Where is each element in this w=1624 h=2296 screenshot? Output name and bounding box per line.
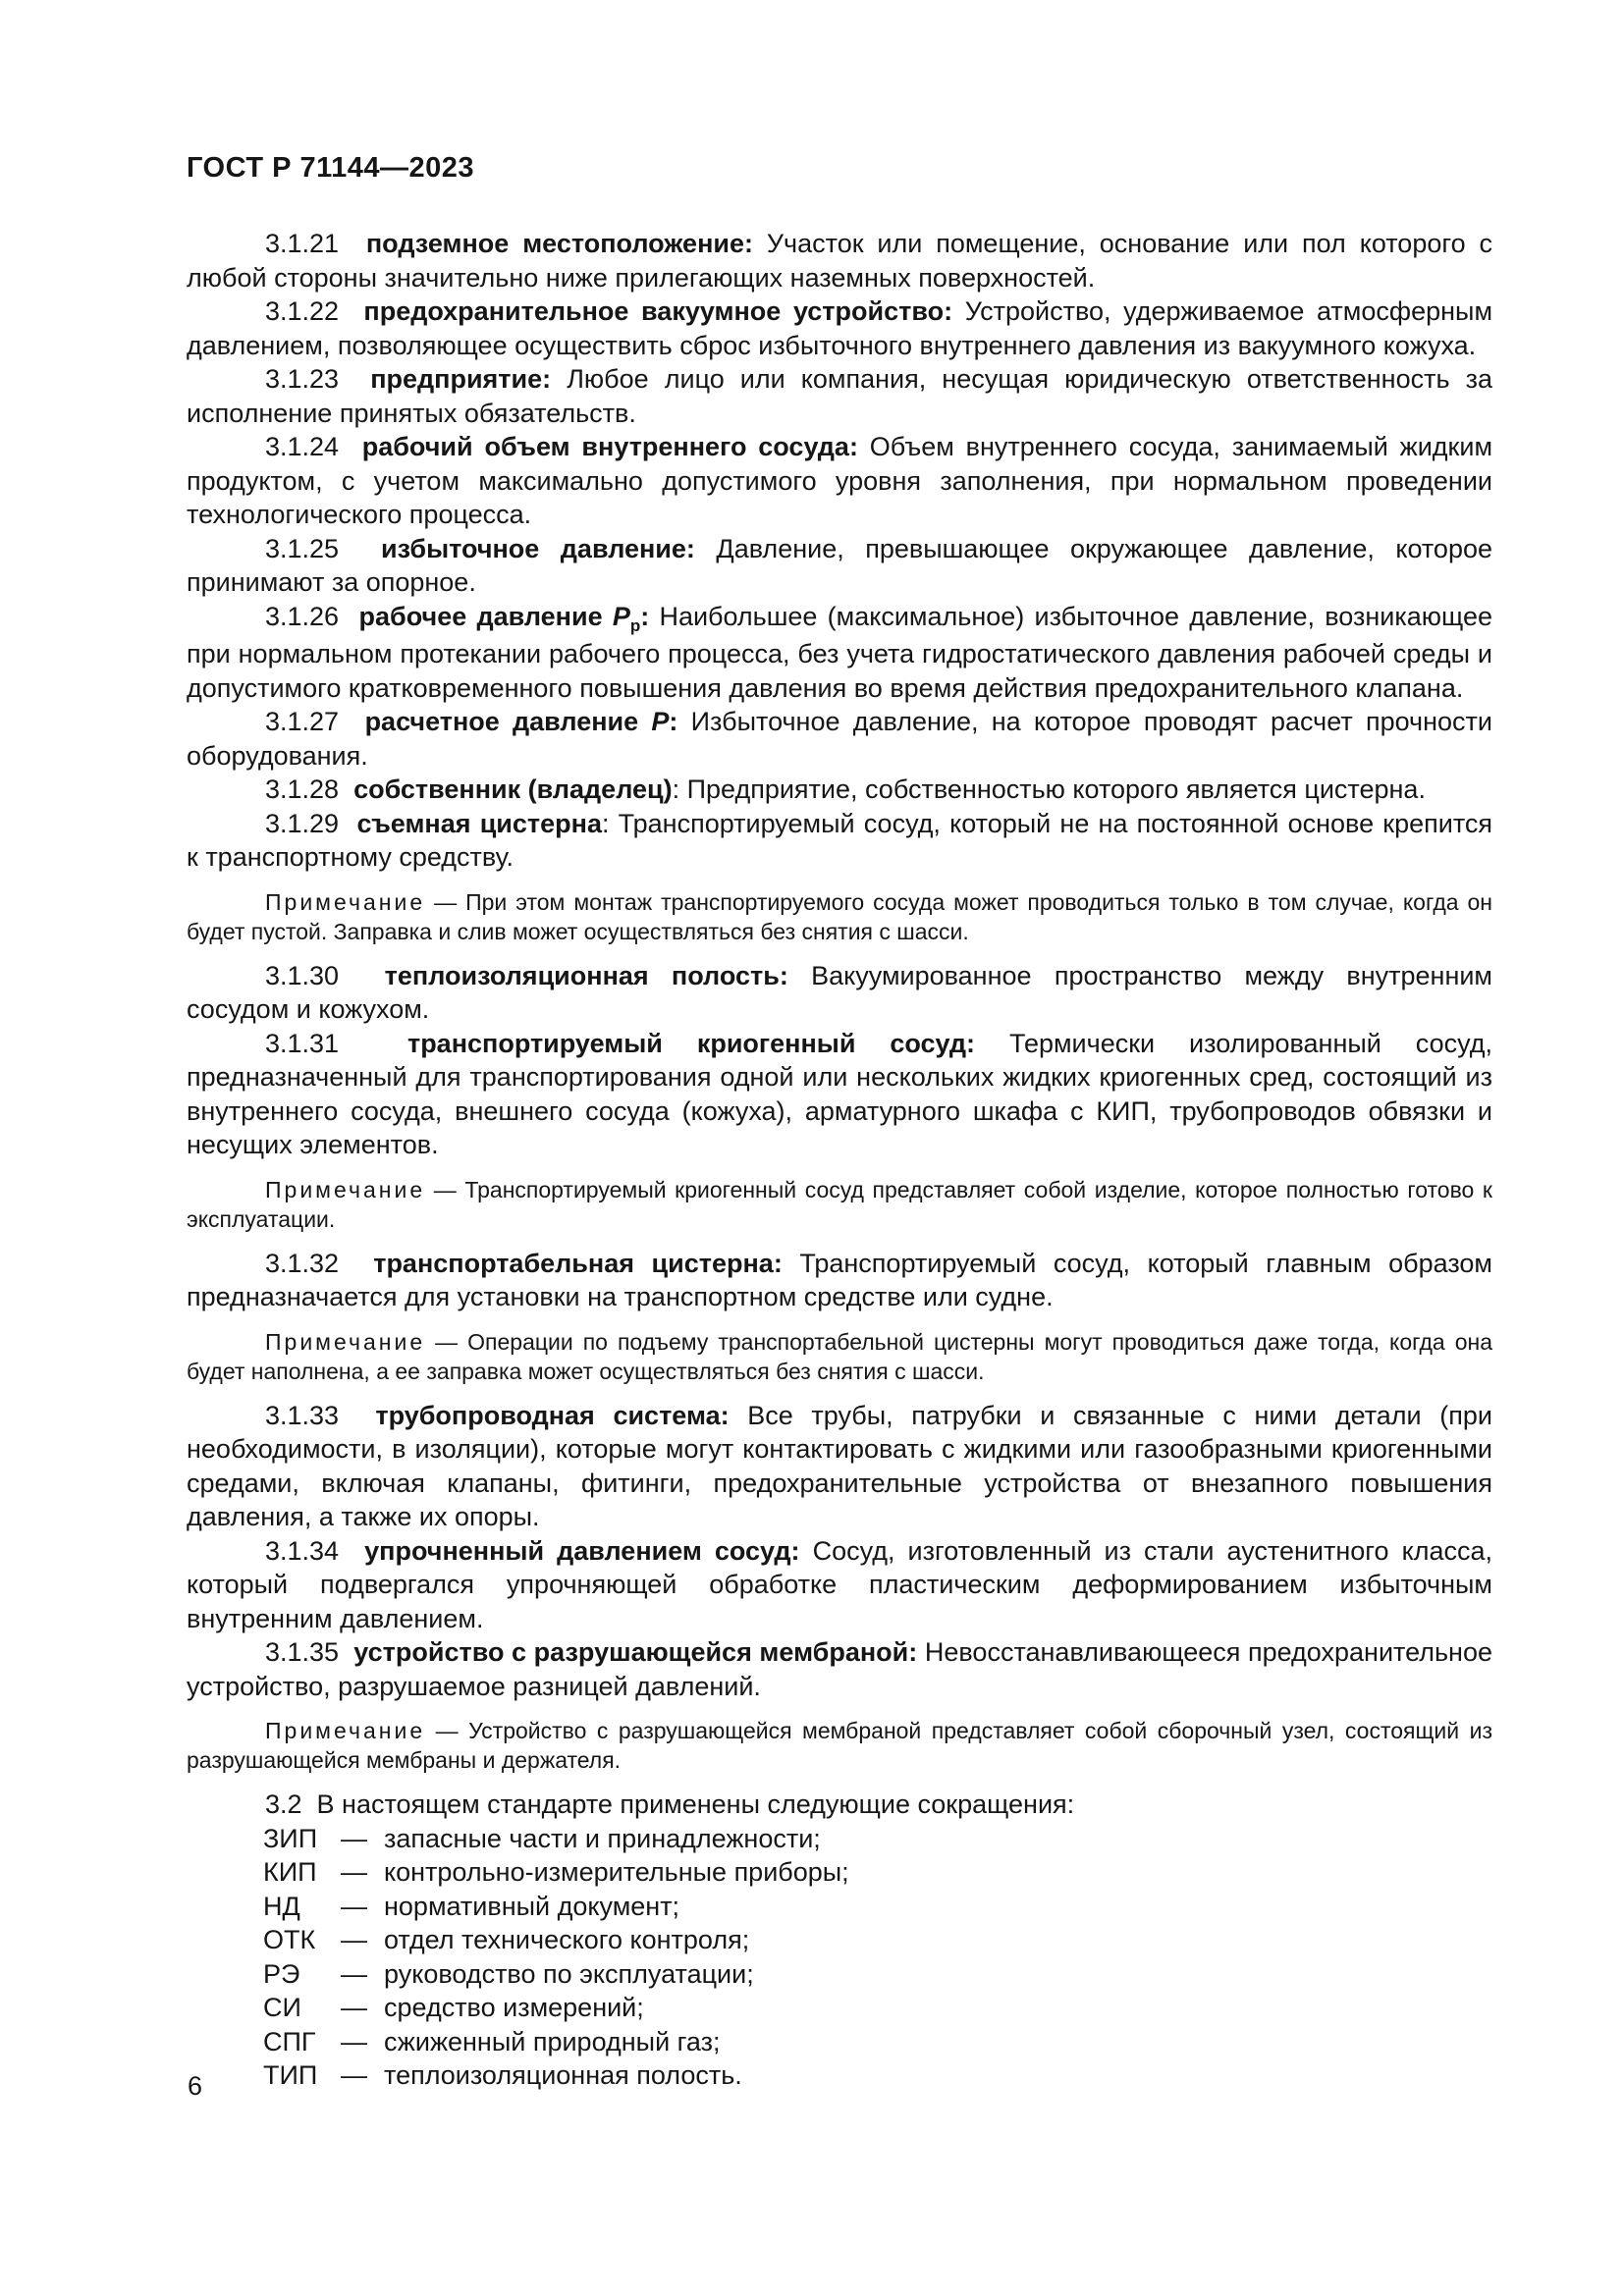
abbreviation-dash: — xyxy=(341,1891,367,1921)
abbreviation-term: РЭ xyxy=(263,1958,300,1989)
term-3-1-26 xyxy=(187,600,1492,706)
text-segment: Любое лицо или компания, несущая юридическую ответственность за исполнение принятых обязательств. xyxy=(187,364,1492,428)
abbreviation-row xyxy=(187,1923,1492,1957)
text-segment: 3.1.28 xyxy=(265,774,354,804)
abbreviation-dash: — xyxy=(341,1925,367,1954)
abbreviation-row xyxy=(187,1855,1492,1890)
text-segment: теплоизоляционная полость: xyxy=(384,960,788,990)
text-segment: 3.1.21 xyxy=(265,229,366,258)
text-segment: 3.1.35 xyxy=(265,1637,354,1667)
abbreviation-term: КИП xyxy=(263,1857,317,1887)
abbreviation-row xyxy=(187,1822,1492,1856)
abbreviation-definition: запасные части и принадлежности; xyxy=(384,1823,821,1853)
text-segment: трубопроводная система: xyxy=(375,1400,730,1430)
text-segment: P xyxy=(651,707,670,736)
term-3-1-32 xyxy=(187,1247,1492,1314)
standard-designation-header: ГОСТ Р 71144—2023 xyxy=(187,152,475,184)
text-segment: 3.1.25 xyxy=(265,533,382,563)
text-segment: Сосуд, изготовленный из стали аустенитного класса, который подвергался упрочняющей обработке пластическим деформированием избыточным внутренним давлением. xyxy=(187,1535,1493,1633)
section-3-2-intro xyxy=(187,1788,1492,1822)
abbreviation-definition: теплоизоляционная полость. xyxy=(384,2060,742,2090)
abbreviation-term: ТИП xyxy=(263,2060,318,2090)
document-content xyxy=(187,150,1492,2093)
abbreviation-row xyxy=(187,1957,1492,1992)
text-segment: 3.1.26 xyxy=(265,601,359,631)
text-segment: Все трубы, патрубки и связанные с ними детали (при необходимости, в изоляции), которые могут контактировать с жидкими или газообразными криогенными средами, включая клапаны, фитинги, предохранительные устройства от внезапного повышения давления, а также их опоры. xyxy=(187,1400,1492,1531)
text-segment: упрочненный давлением сосуд: xyxy=(364,1535,800,1566)
note-label: Примечание xyxy=(265,1328,426,1355)
note-3-1-32: Примечание — Операции по подъему транспортабельной цистерны могут проводиться даже тогда, когда она будет наполнена, а ее заправка может осуществляться без снятия с шасси. xyxy=(187,1328,1492,1384)
text-segment: избыточное давление: xyxy=(381,533,695,563)
text-segment: 3.1.23 xyxy=(265,364,371,394)
abbreviation-definition: сжиженный природный газ; xyxy=(384,2026,721,2056)
text-segment: 3.1.31 xyxy=(265,1028,407,1058)
text-segment: Невосстанавливающееся предохранительное устройство, разрушаемое разницей давлений. xyxy=(187,1637,1492,1701)
text-segment: 3.1.33 xyxy=(265,1400,376,1430)
text-segment: : Предприятие, собственностью которого является цистерна. xyxy=(672,774,1426,804)
abbreviation-row xyxy=(187,1890,1492,1924)
page-number: 6 xyxy=(188,2071,203,2101)
abbreviation-term: ОТК xyxy=(263,1925,316,1954)
abbreviation-dash: — xyxy=(341,1857,367,1887)
text-segment: рабочий объем внутреннего сосуда: xyxy=(361,432,858,461)
term-3-1-27 xyxy=(187,705,1492,773)
text-segment: р xyxy=(629,615,641,635)
text-segment: 3.1.29 xyxy=(265,808,357,838)
text-segment: Давление, превышающее окружающее давление, которое принимают за опорное. xyxy=(187,533,1492,597)
abbreviation-definition: нормативный документ; xyxy=(384,1891,680,1921)
text-segment: съемная цистерна xyxy=(356,808,602,838)
text-segment: Наибольшее (максимальное) избыточное давление, возникающее при нормальном протекании рабочего процесса, без учета гидростатического давления рабочей среды и допустимого кратковременного повышения давления во время действия предохранительного клапана. xyxy=(187,601,1492,703)
abbreviation-term: СПГ xyxy=(263,2026,316,2056)
text-segment: транспортируемый криогенный сосуд: xyxy=(406,1028,976,1058)
abbreviation-definition: руководство по эксплуатации; xyxy=(384,1958,754,1989)
abbreviation-definition: отдел технического контроля; xyxy=(384,1925,750,1954)
term-3-1-31 xyxy=(187,1027,1492,1162)
term-3-1-25 xyxy=(187,532,1492,600)
text-segment: : xyxy=(640,601,650,631)
text-segment: Транспортируемый сосуд, который главным образом предназначается для установки на транспортном средстве или судне. xyxy=(187,1248,1492,1311)
abbreviation-dash: — xyxy=(341,2060,367,2090)
abbreviation-dash: — xyxy=(341,2026,367,2056)
abbreviation-row xyxy=(187,2058,1492,2093)
note-label: Примечание xyxy=(265,1718,426,1743)
text-segment: предприятие: xyxy=(370,364,552,394)
text-segment: Избыточное давление, на которое проводят расчет прочности оборудования. xyxy=(187,707,1492,771)
text-segment: 3.1.22 xyxy=(265,296,364,326)
term-3-1-30 xyxy=(187,959,1492,1027)
abbreviation-definition: средство измерений; xyxy=(384,1993,644,2022)
text-segment: расчетное давление xyxy=(364,707,652,736)
note-label: Примечание xyxy=(265,888,426,915)
term-3-1-33 xyxy=(187,1399,1492,1534)
text-segment: Участок или помещение, основание или пол которого с любой стороны значительно ниже прилегающих наземных поверхностей. xyxy=(187,229,1493,293)
text-segment: 3.1.32 xyxy=(265,1248,374,1278)
abbreviation-row xyxy=(187,2025,1492,2059)
text-segment: собственник (владелец) xyxy=(353,774,673,804)
note-3-1-29: Примечание — При этом монтаж транспортируемого сосуда может проводиться только в том случае, когда он будет пустой. Заправка и слив может осуществляться без снятия с шасси. xyxy=(187,888,1492,944)
term-3-1-34 xyxy=(187,1534,1492,1636)
text-segment: 3.2 В настоящем стандарте применены следующие сокращения: xyxy=(265,1789,1075,1819)
abbreviation-dash: — xyxy=(341,1958,367,1989)
text-segment: предохранительное вакуумное устройство: xyxy=(363,296,953,326)
note-3-1-35: Примечание — Устройство с разрушающейся мембраной представляет собой сборочный узел, состоящий из разрушающейся мембраны и держателя. xyxy=(187,1718,1492,1773)
note-3-1-31: Примечание — Транспортируемый криогенный сосуд представляет собой изделие, которое полностью готово к эксплуатации. xyxy=(187,1176,1492,1232)
text-segment: 3.1.24 xyxy=(265,432,362,461)
text-segment: устройство с разрушающейся мембраной: xyxy=(353,1637,918,1667)
document-body xyxy=(187,227,1492,2093)
text-segment: Вакуумированное пространство между внутренним сосудом и кожухом. xyxy=(187,960,1492,1024)
abbreviation-definition: контрольно-измерительные приборы; xyxy=(384,1857,849,1887)
text-segment: 3.1.34 xyxy=(265,1535,365,1566)
abbreviation-term: ЗИП xyxy=(263,1823,318,1853)
abbreviation-row xyxy=(187,1991,1492,2025)
text-segment: рабочее давление xyxy=(358,601,613,631)
abbreviation-term: НД xyxy=(263,1891,300,1921)
term-3-1-23 xyxy=(187,362,1492,430)
note-label: Примечание xyxy=(265,1176,426,1202)
text-segment: Термически изолированный сосуд, предназначенный для транспортирования одной или нескольких жидких криогенных сред, состоящий из внутреннего сосуда, внешнего сосуда (кожуха), арматурного шкафа с КИП, трубопроводов обвязки и несущих элементов. xyxy=(187,1028,1492,1159)
text-segment: 3.1.27 xyxy=(265,707,365,736)
term-3-1-29 xyxy=(187,807,1492,875)
term-3-1-24 xyxy=(187,430,1492,532)
text-segment: P xyxy=(612,601,630,631)
abbreviation-dash: — xyxy=(341,1823,367,1853)
text-segment: Устройство, удерживаемое атмосферным давлением, позволяющее осуществить сброс избыточного внутреннего давления из вакуумного кожуха. xyxy=(187,296,1493,360)
abbreviation-dash: — xyxy=(341,1993,367,2022)
term-3-1-22 xyxy=(187,294,1492,362)
text-segment: транспортабельная цистерна: xyxy=(373,1248,783,1278)
text-segment: Объем внутреннего сосуда, занимаемый жидким продуктом, с учетом максимально допустимого уровня заполнения, при нормальном проведении технологического процесса. xyxy=(187,432,1492,529)
term-3-1-28 xyxy=(187,773,1492,807)
text-segment: подземное местоположение: xyxy=(365,229,753,258)
term-3-1-21 xyxy=(187,227,1492,294)
text-segment: 3.1.30 xyxy=(265,960,385,990)
term-3-1-35 xyxy=(187,1635,1492,1703)
text-segment: : Транспортируемый сосуд, который не на постоянной основе крепится к транспортному средству. xyxy=(187,808,1493,872)
text-segment: : xyxy=(669,707,678,736)
abbreviation-term: СИ xyxy=(263,1993,301,2022)
